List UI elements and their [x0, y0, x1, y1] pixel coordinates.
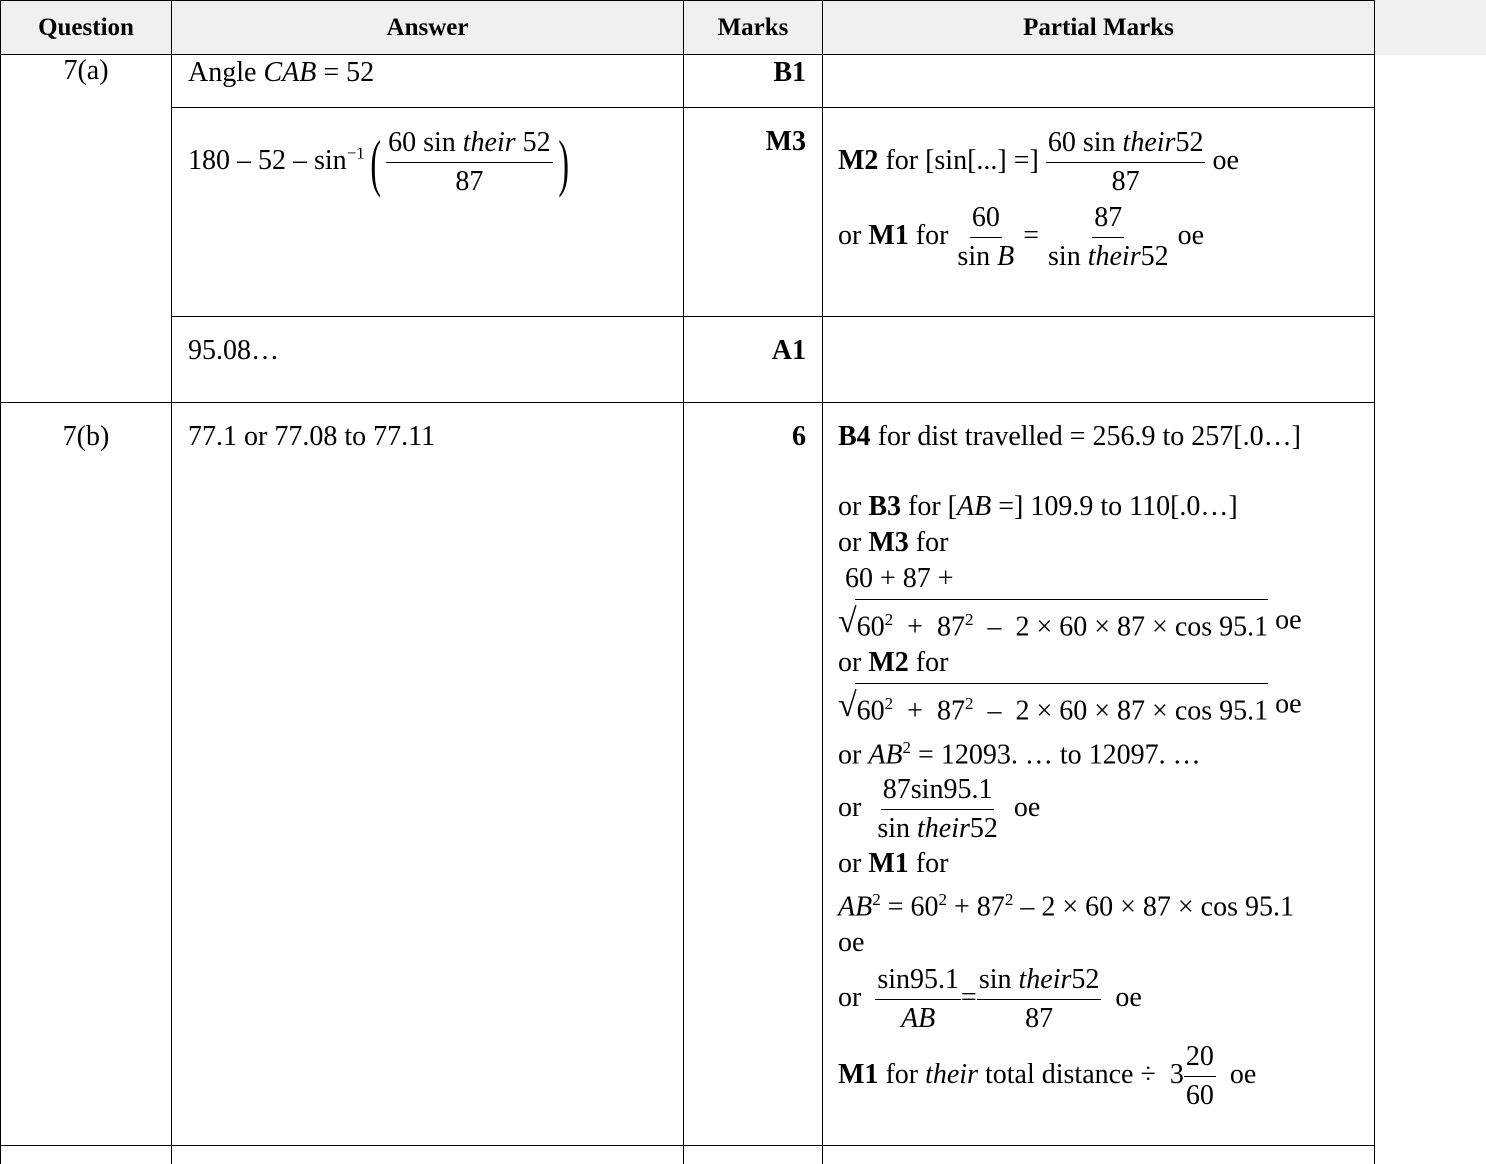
- text: =: [961, 982, 977, 1013]
- text: for [sin[...] =]: [878, 145, 1045, 176]
- num: 60: [388, 127, 416, 158]
- num: sin: [979, 964, 1019, 995]
- text: + 87: [893, 611, 965, 642]
- question-number: [1, 1146, 172, 1164]
- answer-text: = 52: [316, 57, 374, 88]
- num-their: their: [463, 127, 516, 158]
- sup: 2: [903, 738, 912, 757]
- partial-line: [838, 599, 1374, 645]
- num: 52: [1071, 964, 1099, 995]
- partial-line: [838, 561, 1374, 597]
- den: 87: [1110, 163, 1142, 199]
- question-number: [1, 403, 172, 1146]
- text: = 60: [881, 891, 939, 922]
- text: oe: [1000, 792, 1040, 823]
- table-row: [1, 55, 1375, 108]
- answer-text: 95.08…: [188, 335, 279, 366]
- answer-var: CAB: [263, 57, 316, 88]
- text: or: [838, 982, 875, 1013]
- bold: M1: [868, 220, 908, 251]
- num: sin95.1: [875, 963, 961, 1000]
- partial-line: [838, 963, 1374, 1036]
- partial-cell: [823, 317, 1375, 403]
- bold: M3: [868, 527, 908, 558]
- text: =] 109.9 to 110[.0…]: [991, 491, 1238, 522]
- text: + 87: [947, 891, 1005, 922]
- sqrt-expression: [838, 683, 1268, 729]
- text: 60: [857, 696, 885, 727]
- sup: 2: [885, 694, 894, 713]
- text: oe: [1171, 220, 1204, 251]
- text: or: [838, 739, 868, 770]
- answer-cell: [172, 317, 684, 403]
- sqrt-sign: √: [838, 604, 857, 640]
- partial-line: [838, 1040, 1374, 1113]
- num: 20: [1184, 1040, 1216, 1077]
- text: oe: [1205, 145, 1238, 176]
- bold: M1: [868, 848, 908, 879]
- den: 60: [1184, 1077, 1216, 1113]
- den-var: B: [997, 241, 1014, 272]
- bold: M2: [868, 647, 908, 678]
- partial-line: [838, 645, 1374, 681]
- num: 87sin95.1: [881, 773, 995, 810]
- num: 87: [1092, 201, 1124, 238]
- partial-cell: [823, 403, 1375, 1146]
- bold: M1: [838, 1059, 878, 1090]
- marks-cell: [684, 403, 823, 1146]
- partial-line: [838, 525, 1374, 561]
- partial-line: [838, 419, 1374, 455]
- mark-label: B1: [773, 57, 806, 88]
- text: oe: [1268, 605, 1301, 636]
- partial-line: [838, 925, 1374, 961]
- header-question: Question: [1, 1, 172, 55]
- text: total distance ÷ 3: [978, 1059, 1184, 1090]
- text: for: [909, 647, 949, 678]
- text: for: [909, 527, 949, 558]
- question-number: [1, 55, 172, 403]
- answer-cell: [172, 108, 684, 317]
- den: AB: [899, 1000, 937, 1036]
- den: 87: [453, 163, 485, 199]
- text: = 12093. … to 12097. …: [911, 739, 1201, 770]
- text: for dist travelled = 256.9 to 257[.0…]: [871, 421, 1301, 452]
- sup: 2: [965, 694, 974, 713]
- bold: M2: [838, 145, 878, 176]
- sup: 2: [965, 610, 974, 629]
- text: or: [838, 792, 875, 823]
- num-their: their: [1019, 964, 1072, 995]
- table-row: [1, 403, 1375, 1146]
- fraction: [1184, 1040, 1216, 1113]
- sqrt-sign: √: [838, 688, 857, 724]
- marks-cell: [684, 55, 823, 108]
- answer-fraction: [386, 126, 553, 199]
- den: sin: [877, 813, 917, 844]
- fraction: [875, 773, 1000, 846]
- var: AB: [838, 891, 872, 922]
- sup: 2: [872, 890, 881, 909]
- header-marks: Marks: [684, 1, 823, 55]
- paren-close: ): [558, 131, 569, 195]
- question-label: 7(b): [63, 421, 110, 452]
- answer-cell: [172, 1146, 684, 1164]
- text: or: [838, 491, 868, 522]
- partial-line: [838, 489, 1374, 525]
- text: or: [838, 220, 868, 251]
- marks-cell: [684, 317, 823, 403]
- var: AB: [868, 739, 902, 770]
- text: – 2 × 60 × 87 × cos 95.1: [973, 611, 1268, 642]
- bold: B4: [838, 421, 871, 452]
- text: 60 + 87 +: [838, 563, 954, 594]
- text: =: [1023, 220, 1039, 251]
- num-their: their: [1123, 127, 1176, 158]
- header-strip: [1370, 0, 1486, 55]
- text: – 2 × 60 × 87 × cos 95.1: [1013, 891, 1294, 922]
- var: AB: [957, 491, 991, 522]
- text: for: [909, 220, 956, 251]
- text: for: [878, 1059, 925, 1090]
- sup: 2: [939, 890, 948, 909]
- table-row: [1, 1146, 1375, 1164]
- num: 60: [970, 201, 1002, 238]
- partial-line: [838, 773, 1374, 846]
- partial-line: [838, 882, 1374, 925]
- partial-cell: [823, 55, 1375, 108]
- partial-line: [838, 201, 1374, 274]
- num: 60 sin: [1048, 127, 1116, 158]
- mark-label: M3: [766, 126, 806, 157]
- den: sin: [957, 241, 997, 272]
- sup: 2: [1005, 890, 1014, 909]
- fraction: [875, 963, 961, 1036]
- den-their: their: [1088, 241, 1141, 272]
- partial-line: [838, 730, 1374, 773]
- header-partial-marks: Partial Marks: [823, 1, 1375, 55]
- num: 52: [523, 127, 551, 158]
- table-row: [1, 317, 1375, 403]
- partial-line: [838, 683, 1374, 729]
- their: their: [925, 1059, 978, 1090]
- den: 87: [1023, 1000, 1055, 1036]
- num: 52: [1175, 127, 1203, 158]
- mark-label: 6: [792, 421, 806, 452]
- marks-cell: [684, 108, 823, 317]
- answer-sup: −1: [347, 144, 365, 163]
- partial-cell: [823, 108, 1375, 317]
- fraction: [955, 201, 1016, 274]
- answer-text: 180 – 52 – sin: [188, 145, 347, 176]
- text: + 87: [893, 696, 965, 727]
- header-row: [1, 1, 1375, 55]
- text: oe: [838, 927, 864, 958]
- text: for [: [901, 491, 957, 522]
- num: sin: [423, 127, 456, 158]
- den: 52: [970, 813, 998, 844]
- fraction: [1046, 126, 1206, 199]
- marks-cell: [684, 1146, 823, 1164]
- text: oe: [1216, 1059, 1256, 1090]
- paren-open: (: [370, 131, 381, 195]
- answer-cell: [172, 403, 684, 1146]
- text: – 2 × 60 × 87 × cos 95.1: [973, 696, 1268, 727]
- den-their: their: [917, 813, 970, 844]
- text: for: [909, 848, 949, 879]
- text: oe: [1101, 982, 1141, 1013]
- partial-line: [838, 126, 1374, 199]
- text: or: [838, 527, 868, 558]
- text: or: [838, 647, 868, 678]
- table-row: [1, 108, 1375, 317]
- answer-text: Angle: [188, 57, 263, 88]
- partial-line: [838, 846, 1374, 882]
- partial-cell: [823, 1146, 1375, 1164]
- mark-label: A1: [772, 335, 806, 366]
- question-label: 7(a): [63, 55, 108, 86]
- den: 52: [1141, 241, 1169, 272]
- den: sin: [1048, 241, 1088, 272]
- fraction: [977, 963, 1102, 1036]
- text: oe: [1268, 689, 1301, 720]
- text: 60: [857, 611, 885, 642]
- sqrt-expression: [838, 599, 1268, 645]
- header-answer: Answer: [172, 1, 684, 55]
- sup: 2: [885, 610, 894, 629]
- answer-cell: [172, 55, 684, 108]
- answer-text: 77.1 or 77.08 to 77.11: [188, 421, 435, 452]
- bold: B3: [868, 491, 901, 522]
- text: or: [838, 848, 868, 879]
- fraction: [1046, 201, 1171, 274]
